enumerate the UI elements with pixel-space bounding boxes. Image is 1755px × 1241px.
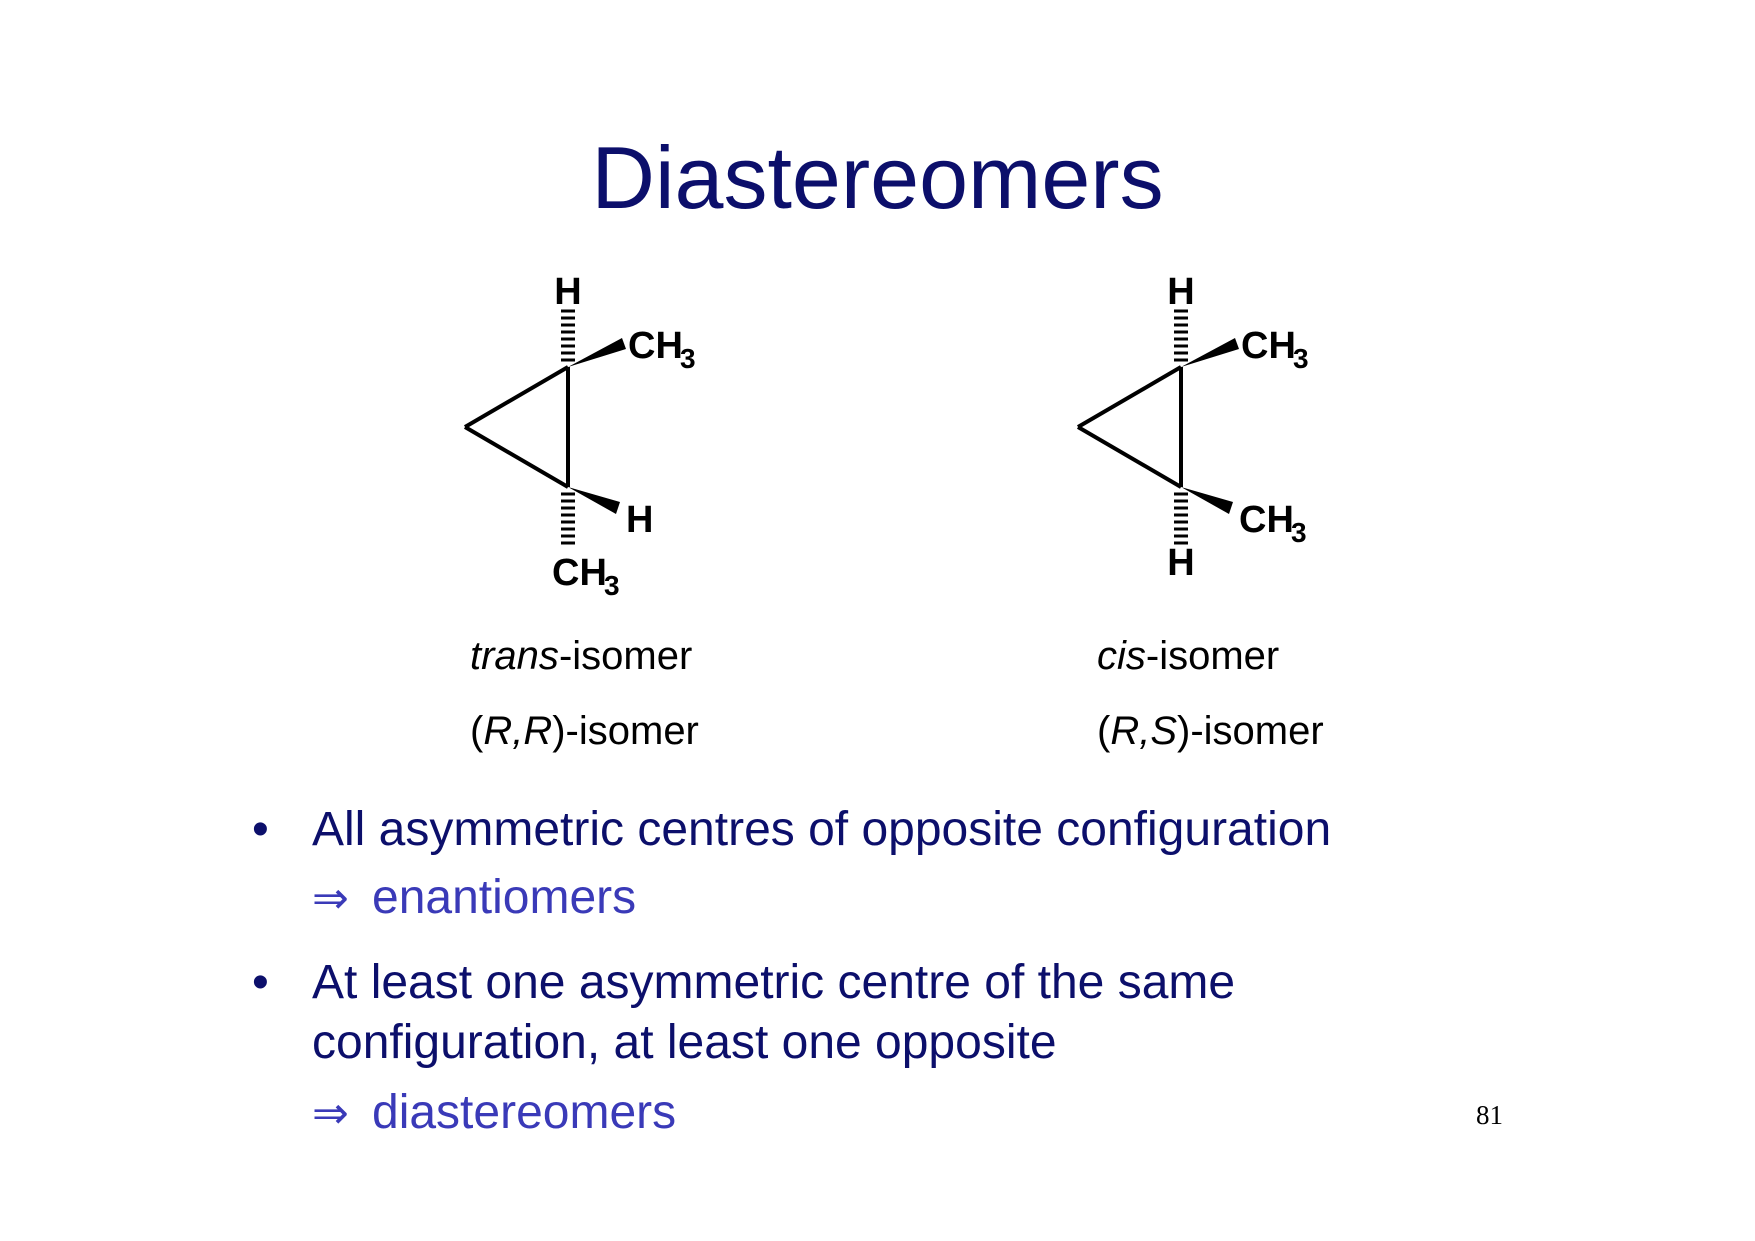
bullet-dot: • [252, 803, 269, 856]
trans-suffix: -isomer [558, 634, 693, 678]
config-close: )-isomer [1177, 709, 1324, 753]
cis-name-caption [1097, 633, 1279, 679]
slide-title: Diastereomers [591, 128, 1164, 227]
cis-config-caption [1097, 708, 1324, 754]
implies-arrow-icon: ⇒ [312, 1088, 349, 1139]
trans-isomer-diagram [440, 270, 740, 600]
wedge-bond [1181, 487, 1233, 514]
cis-isomer-structure [1053, 270, 1353, 600]
atom-label: H [1167, 271, 1195, 313]
ring-bond [1078, 427, 1181, 487]
cis-isomer-diagram [1053, 270, 1353, 600]
wedge-bond [568, 338, 626, 367]
bullet-text: All asymmetric centres of opposite configuration [312, 803, 1332, 856]
implies-arrow-icon: ⇒ [312, 873, 349, 924]
hashed-bond [1174, 494, 1188, 543]
trans-isomer-structure [440, 270, 740, 600]
conclusion-line [252, 868, 1552, 929]
trans-config: R,R [483, 709, 553, 753]
cis-config: R,S [1110, 709, 1178, 753]
atom-subscript: 3 [1291, 517, 1307, 548]
atom-label: H [1167, 542, 1195, 584]
page-number: 81 [1476, 1100, 1503, 1130]
atom-label: H [626, 499, 654, 541]
bullet-item [252, 800, 1552, 860]
atom-subscript: 3 [604, 570, 620, 600]
ring-bond [465, 427, 568, 487]
ring-bond [465, 367, 568, 427]
trans-name-caption [470, 633, 692, 679]
trans-prefix: trans [470, 634, 559, 678]
cis-suffix: -isomer [1145, 634, 1280, 678]
wedge-bond [568, 487, 620, 514]
conclusion-text: enantiomers [372, 871, 637, 924]
atom-label: CH [1241, 325, 1296, 367]
atom-label: CH [1239, 499, 1294, 541]
hashed-bond [1174, 311, 1188, 360]
atom-label: CH [628, 325, 683, 367]
atom-subscript: 3 [680, 343, 696, 374]
config-close: )-isomer [552, 709, 699, 753]
atom-label: CH [552, 552, 607, 594]
ring-bond [1078, 367, 1181, 427]
config-open: ( [1097, 709, 1111, 753]
hashed-bond [561, 494, 575, 543]
conclusion-line [252, 1083, 1552, 1144]
bullet-item [252, 953, 1552, 1073]
config-open: ( [470, 709, 484, 753]
hashed-bond [561, 311, 575, 360]
cis-prefix: cis [1097, 634, 1146, 678]
atom-label: H [554, 271, 582, 313]
atom-subscript: 3 [1293, 343, 1309, 374]
trans-config-caption [470, 708, 699, 754]
bullet-list [252, 800, 1552, 1144]
bullet-text: At least one asymmetric centre of the same configuration, at least one opposite [312, 956, 1236, 1069]
bullet-dot: • [252, 956, 269, 1009]
conclusion-text: diastereomers [372, 1086, 677, 1139]
wedge-bond [1181, 338, 1239, 367]
